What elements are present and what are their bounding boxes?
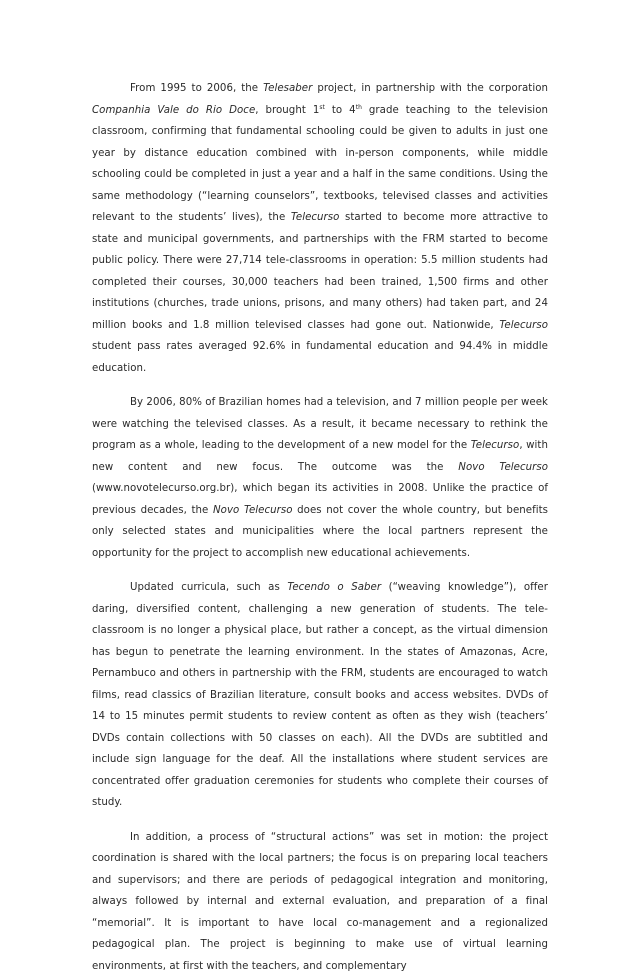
italic-term: Telecurso	[499, 320, 548, 331]
text-run: project, in partnership with the corporation	[312, 83, 548, 94]
ordinal-suffix: th	[356, 104, 362, 111]
paragraph	[92, 78, 548, 379]
italic-term: Telecurso	[291, 212, 340, 223]
paragraph	[92, 827, 548, 977]
ordinal-suffix: st	[319, 104, 325, 111]
italic-term: Novo Telecurso	[213, 505, 293, 516]
italic-term: Novo Telecurso	[458, 462, 548, 473]
text-run: does not cover the whole country, but benefits only selected states and municipalities where the local partners represent the opportunity for the project to accomplish new educational achievements.	[92, 505, 548, 559]
paragraph	[92, 577, 548, 814]
document-page	[92, 78, 548, 977]
paragraph	[92, 392, 548, 564]
text-run: student pass rates averaged 92.6% in fundamental education and 94.4% in middle education.	[92, 341, 548, 374]
text-run: From 1995 to 2006, the	[130, 83, 263, 94]
text-run: , brought 1	[255, 105, 319, 116]
text-run: By 2006, 80% of Brazilian homes had a television, and 7 million people per week were watching the televised classes. As a result, it became necessary to rethink the program as a whole, leading to the development of a new model for the	[92, 397, 548, 451]
text-run: Updated curricula, such as	[130, 582, 287, 593]
italic-term: Telecurso	[471, 440, 520, 451]
italic-term: Telesaber	[263, 83, 312, 94]
italic-term: Companhia Vale do Rio Doce	[92, 105, 255, 116]
text-run: (www.novotelecurso.org.br), which began its activities in 2008. Unlike the practice of previous decades, the	[92, 483, 548, 516]
text-run: grade teaching to the television classroom, confirming that fundamental schooling could be given to adults in just one year by distance education combined with in-person components, while middle schooling could be completed in just a year and a half in the same conditions. Using the same methodology (“learning counselors”, textbooks, televised classes and activities relevant to the students’ lives), the	[92, 105, 548, 224]
text-run: started to become more attractive to state and municipal governments, and partnerships with the FRM started to become public policy. There were 27,714 tele-classrooms in operation: 5.5 million students had completed their courses, 30,000 teachers had been trained, 1,500 firms and other institutions (churches, trade unions, prisons, and many others) had taken part, and 24 million books and 1.8 million televised classes had gone out. Nationwide,	[92, 212, 548, 331]
text-run: to 4	[325, 105, 356, 116]
text-run: (“weaving knowledge”), offer daring, diversified content, challenging a new generation of students. The tele-classroom is no longer a physical place, but rather a concept, as the virtual dimension has begun to penetrate the learning environment. In the states of Amazonas, Acre, Pernambuco and others in partnership with the FRM, students are encouraged to watch films, read classics of Brazilian literature, consult books and access websites. DVDs of 14 to 15 minutes permit students to review content as often as they wish (teachers’ DVDs contain collections with 50 classes on each). All the DVDs are subtitled and include sign language for the deaf. All the installations where student services are concentrated offer graduation ceremonies for students who complete their courses of study.	[92, 582, 548, 808]
text-run: In addition, a process of “structural actions” was set in motion: the project coordination is shared with the local partners; the focus is on preparing local teachers and supervisors; and there are periods of pedagogical integration and monitoring, always followed by internal and external evaluation, and preparation of a final “memorial”. It is important to have local co-management and a regionalized pedagogical plan. The project is beginning to make use of virtual learning environments, at first with the teachers, and complementary	[92, 832, 548, 972]
text-run: , with new content and new focus. The outcome was the	[92, 440, 548, 473]
italic-term: Tecendo o Saber	[287, 582, 381, 593]
